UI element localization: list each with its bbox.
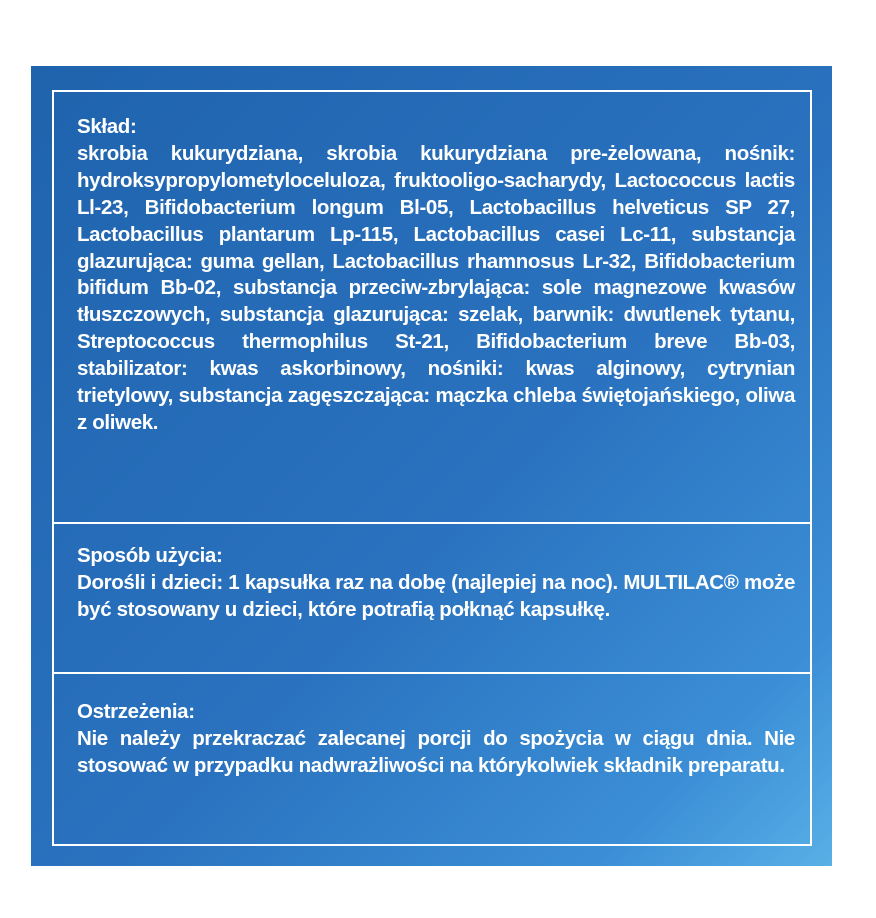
label-frame <box>52 90 812 846</box>
warnings-section <box>77 699 795 780</box>
ingredients-section <box>77 114 795 437</box>
label-panel <box>31 66 832 866</box>
usage-section <box>77 543 795 624</box>
usage-heading: Sposób użycia: <box>77 544 223 567</box>
warnings-text: Nie należy przekraczać zalecanej porcji do spożycia w ciągu dnia. Nie stosować w przypadku nadwrażliwości na którykolwiek składnik preparatu. <box>77 726 795 777</box>
ingredients-heading: Skład: <box>77 115 137 138</box>
warnings-heading: Ostrzeżenia: <box>77 700 195 723</box>
section-divider-1 <box>54 522 810 524</box>
section-divider-2 <box>54 672 810 674</box>
ingredients-text: skrobia kukurydziana, skrobia kukurydziana pre-żelowana, nośnik: hydroksypropylometyloceluloza, fruktooligo-sacharydy, Lactococcus lactis Ll-23, Bifidobacterium longum Bl-05, Lactobacillus helveticus SP 27, Lactobacillus plantarum Lp-115, Lactobacillus casei Lc-11, substancja glazurująca: guma gellan, Lactobacillus rhamnosus Lr-32, Bifidobacterium bifidum Bb-02, substancja przeciw-zbrylająca: sole magnezowe kwasów tłuszczowych, substancja glazurująca: szelak, barwnik: dwutlenek tytanu, Streptococcus thermophilus St-21, Bifidobacterium breve Bb-03, stabilizator: kwas askorbinowy, nośniki: kwas alginowy, cytrynian trietylowy, substancja zagęszczająca: mączka chleba świętojańskiego, oliwa z oliwek. <box>77 141 795 434</box>
usage-text: Dorośli i dzieci: 1 kapsułka raz na dobę (najlepiej na noc). MULTILAC® może być stosowany u dzieci, które potrafią połknąć kapsułkę. <box>77 570 795 621</box>
